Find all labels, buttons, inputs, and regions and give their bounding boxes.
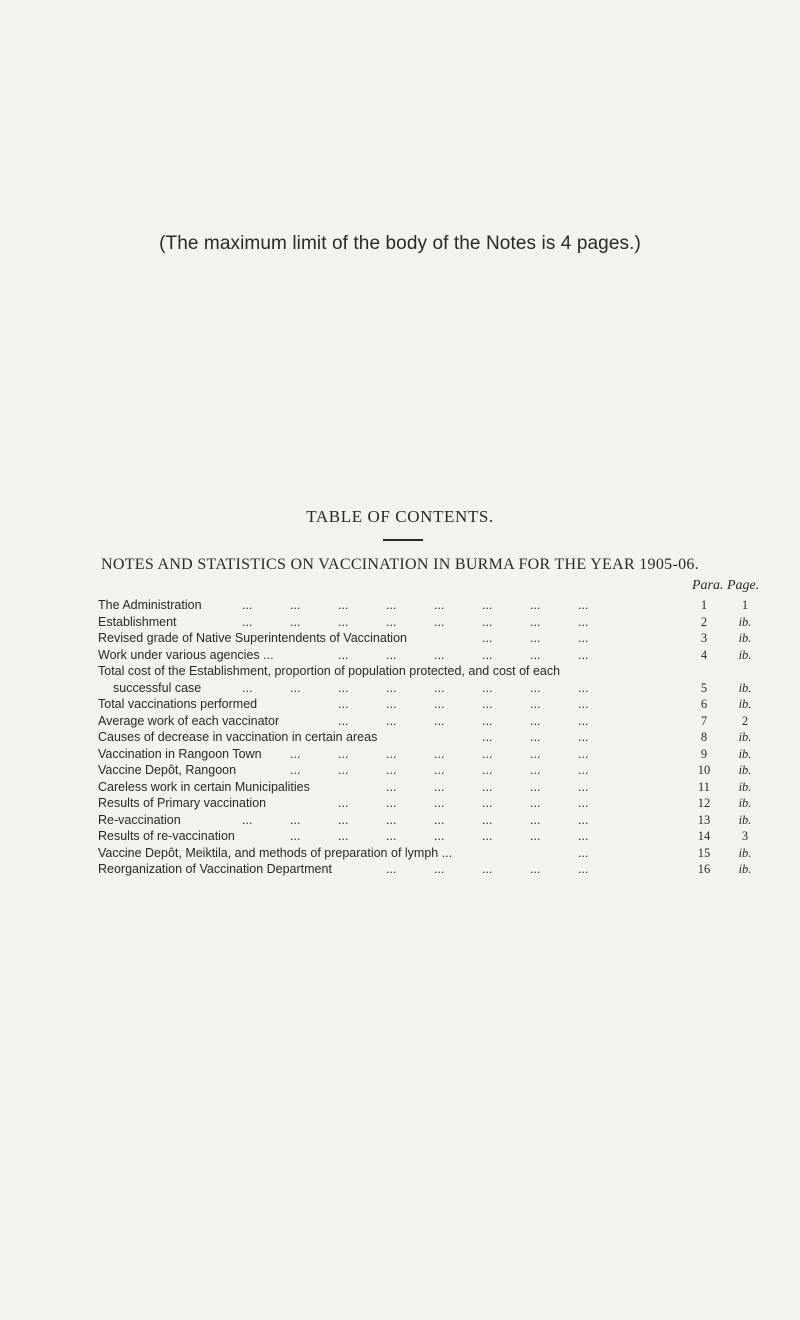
leader-dots: ...	[338, 763, 349, 777]
leader-dots: ...	[482, 614, 493, 629]
toc-entry-page: 3	[741, 829, 749, 843]
toc-entry-label: Work under various agencies ...	[98, 647, 274, 662]
leader-dots: ...	[578, 746, 589, 761]
leader-dots: ...	[386, 598, 397, 612]
leader-dots: ...	[434, 763, 445, 777]
leader-dots: ...	[434, 614, 445, 629]
toc-entry-para: 5	[700, 680, 708, 695]
toc-entry-page: ib.	[738, 862, 752, 876]
toc-entry-label: Vaccination in Rangoon Town	[98, 746, 262, 761]
leader-dots: ...	[578, 697, 589, 711]
leader-dots: ...	[530, 614, 541, 629]
leader-dots: ...	[242, 812, 253, 827]
toc-entry-page: 2	[741, 713, 749, 728]
toc-entry-para: 10	[697, 763, 711, 777]
toc-entry-page: 1	[741, 598, 749, 612]
leader-dots: ...	[434, 829, 445, 843]
leader-dots: ...	[242, 614, 253, 629]
leader-dots: ...	[338, 614, 349, 629]
leader-dots: ...	[530, 812, 541, 827]
toc-subtitle: NOTES AND STATISTICS ON VACCINATION IN BURMA FOR THE YEAR 1905-06.	[101, 556, 699, 573]
toc-entry	[0, 647, 800, 664]
leader-dots: ...	[290, 763, 301, 777]
leader-dots: ...	[530, 647, 541, 662]
toc-entry-page: ib.	[738, 796, 752, 810]
toc-entry-page: ib.	[738, 614, 752, 629]
toc-entry-label: Results of Primary vaccination	[98, 796, 267, 810]
leader-dots: ...	[482, 779, 493, 794]
toc-entry	[0, 663, 800, 680]
leader-dots: ...	[338, 796, 349, 810]
leader-dots: ...	[578, 812, 589, 827]
leader-dots: ...	[530, 697, 541, 711]
leader-dots: ...	[386, 812, 397, 827]
toc-entry-para: 3	[700, 631, 708, 645]
toc-entry	[0, 845, 800, 862]
leader-dots: ...	[290, 812, 301, 827]
toc-entry-label: Total cost of the Establishment, proportion of population protected, and cost of each	[98, 664, 561, 678]
leader-dots: ...	[578, 779, 589, 794]
leader-dots: ...	[578, 845, 589, 860]
leader-dots: ...	[242, 598, 253, 612]
leader-dots: ...	[434, 598, 445, 612]
leader-dots: ...	[434, 680, 445, 695]
leader-dots: ...	[434, 713, 445, 728]
toc-entry	[0, 696, 800, 713]
leader-dots: ...	[434, 647, 445, 662]
toc-entry	[0, 680, 800, 697]
leader-dots: ...	[482, 730, 493, 744]
toc-entry-para: 11	[697, 779, 711, 794]
leader-dots: ...	[530, 598, 541, 612]
leader-dots: ...	[482, 862, 493, 876]
toc-entry-label: successful case	[113, 680, 202, 695]
leader-dots: ...	[578, 680, 589, 695]
toc-title: TABLE OF CONTENTS.	[306, 507, 494, 526]
leader-dots: ...	[290, 746, 301, 761]
toc-entry-para: 13	[697, 812, 711, 827]
leader-dots: ...	[578, 598, 589, 612]
leader-dots: ...	[530, 730, 541, 744]
leader-dots: ...	[530, 862, 541, 876]
toc-entry-page: ib.	[738, 763, 752, 777]
toc-entry-label: Results of re-vaccination	[98, 829, 235, 843]
leader-dots: ...	[482, 713, 493, 728]
toc-entry-label: Vaccine Depôt, Meiktila, and methods of preparation of lymph ...	[98, 845, 453, 860]
toc-entry	[0, 779, 800, 796]
leader-dots: ...	[338, 598, 349, 612]
leader-dots: ...	[482, 812, 493, 827]
toc-entry-label: Causes of decrease in vaccination in certain areas	[98, 730, 378, 744]
leader-dots: ...	[578, 829, 589, 843]
leader-dots: ...	[434, 779, 445, 794]
toc-entry-para: 2	[700, 614, 708, 629]
toc-entry-page: ib.	[738, 631, 752, 645]
leader-dots: ...	[482, 680, 493, 695]
toc-entry-para: 15	[697, 845, 711, 860]
toc-entries	[0, 597, 800, 878]
toc-entry-page: ib.	[738, 746, 752, 761]
leader-dots: ...	[578, 862, 589, 876]
leader-dots: ...	[386, 713, 397, 728]
leader-dots: ...	[578, 713, 589, 728]
leader-dots: ...	[482, 746, 493, 761]
title-rule	[383, 539, 423, 541]
toc-entry	[0, 795, 800, 812]
toc-entry-para: 14	[697, 829, 711, 843]
leader-dots: ...	[530, 779, 541, 794]
leader-dots: ...	[338, 647, 349, 662]
leader-dots: ...	[482, 647, 493, 662]
toc-entry-page: ib.	[738, 779, 752, 794]
toc-entry-page: ib.	[738, 697, 752, 711]
toc-entry-para: 6	[700, 697, 708, 711]
leader-dots: ...	[338, 812, 349, 827]
toc-entry-label: Re-vaccination	[98, 812, 181, 827]
toc-entry-label: Careless work in certain Municipalities	[98, 779, 310, 794]
toc-entry-label: Reorganization of Vaccination Department	[98, 862, 332, 876]
leader-dots: ...	[338, 713, 349, 728]
leader-dots: ...	[482, 697, 493, 711]
page-column-header: Page.	[727, 578, 760, 593]
toc-entry-para: 9	[700, 746, 708, 761]
leader-dots: ...	[386, 862, 397, 876]
leader-dots: ...	[530, 631, 541, 645]
leader-dots: ...	[578, 631, 589, 645]
toc-entry-label: Vaccine Depôt, Rangoon	[98, 763, 237, 777]
toc-entry-label: Average work of each vaccinator	[98, 713, 280, 728]
leader-dots: ...	[434, 796, 445, 810]
leader-dots: ...	[434, 697, 445, 711]
leader-dots: ...	[386, 779, 397, 794]
leader-dots: ...	[578, 763, 589, 777]
leader-dots: ...	[338, 697, 349, 711]
page-limit-note: (The maximum limit of the body of the Notes is 4 pages.)	[159, 233, 641, 254]
toc-entry	[0, 812, 800, 829]
toc-entry	[0, 828, 800, 845]
leader-dots: ...	[530, 713, 541, 728]
toc-entry	[0, 762, 800, 779]
toc-entry-label: The Administration	[98, 598, 202, 612]
leader-dots: ...	[290, 598, 301, 612]
toc-entry-para: 4	[700, 647, 708, 662]
leader-dots: ...	[338, 829, 349, 843]
toc-entry	[0, 861, 800, 878]
leader-dots: ...	[578, 614, 589, 629]
toc-entry-label: Total vaccinations performed	[98, 697, 258, 711]
toc-entry-page: ib.	[738, 730, 752, 744]
leader-dots: ...	[386, 763, 397, 777]
leader-dots: ...	[530, 680, 541, 695]
leader-dots: ...	[482, 598, 493, 612]
toc-entry-page: ib.	[738, 680, 752, 695]
leader-dots: ...	[578, 730, 589, 744]
leader-dots: ...	[290, 614, 301, 629]
leader-dots: ...	[482, 631, 493, 645]
leader-dots: ...	[386, 647, 397, 662]
toc-entry-para: 7	[700, 713, 708, 728]
leader-dots: ...	[530, 763, 541, 777]
leader-dots: ...	[530, 829, 541, 843]
leader-dots: ...	[434, 812, 445, 827]
leader-dots: ...	[386, 614, 397, 629]
leader-dots: ...	[434, 746, 445, 761]
leader-dots: ...	[434, 862, 445, 876]
toc-entry-label: Establishment	[98, 614, 177, 629]
leader-dots: ...	[578, 647, 589, 662]
leader-dots: ...	[386, 746, 397, 761]
toc-entry	[0, 597, 800, 614]
leader-dots: ...	[242, 680, 253, 695]
toc-entry-para: 8	[700, 730, 708, 744]
leader-dots: ...	[386, 680, 397, 695]
toc-entry	[0, 713, 800, 730]
toc-entry	[0, 630, 800, 647]
leader-dots: ...	[530, 746, 541, 761]
leader-dots: ...	[338, 680, 349, 695]
toc-entry	[0, 746, 800, 763]
leader-dots: ...	[530, 796, 541, 810]
toc-entry-page: ib.	[738, 647, 752, 662]
leader-dots: ...	[482, 763, 493, 777]
leader-dots: ...	[482, 829, 493, 843]
toc-entry-para: 12	[697, 796, 711, 810]
para-column-header: Para.	[692, 578, 724, 593]
toc-entry	[0, 729, 800, 746]
leader-dots: ...	[386, 697, 397, 711]
leader-dots: ...	[482, 796, 493, 810]
leader-dots: ...	[338, 746, 349, 761]
toc-entry-para: 16	[697, 862, 711, 876]
toc-entry	[0, 614, 800, 631]
leader-dots: ...	[386, 829, 397, 843]
leader-dots: ...	[578, 796, 589, 810]
toc-entry-page: ib.	[738, 845, 752, 860]
toc-entry-para: 1	[700, 598, 708, 612]
toc-entry-page: ib.	[738, 812, 752, 827]
leader-dots: ...	[290, 680, 301, 695]
toc-entry-label: Revised grade of Native Superintendents of Vaccination	[98, 631, 407, 645]
leader-dots: ...	[386, 796, 397, 810]
leader-dots: ...	[290, 829, 301, 843]
